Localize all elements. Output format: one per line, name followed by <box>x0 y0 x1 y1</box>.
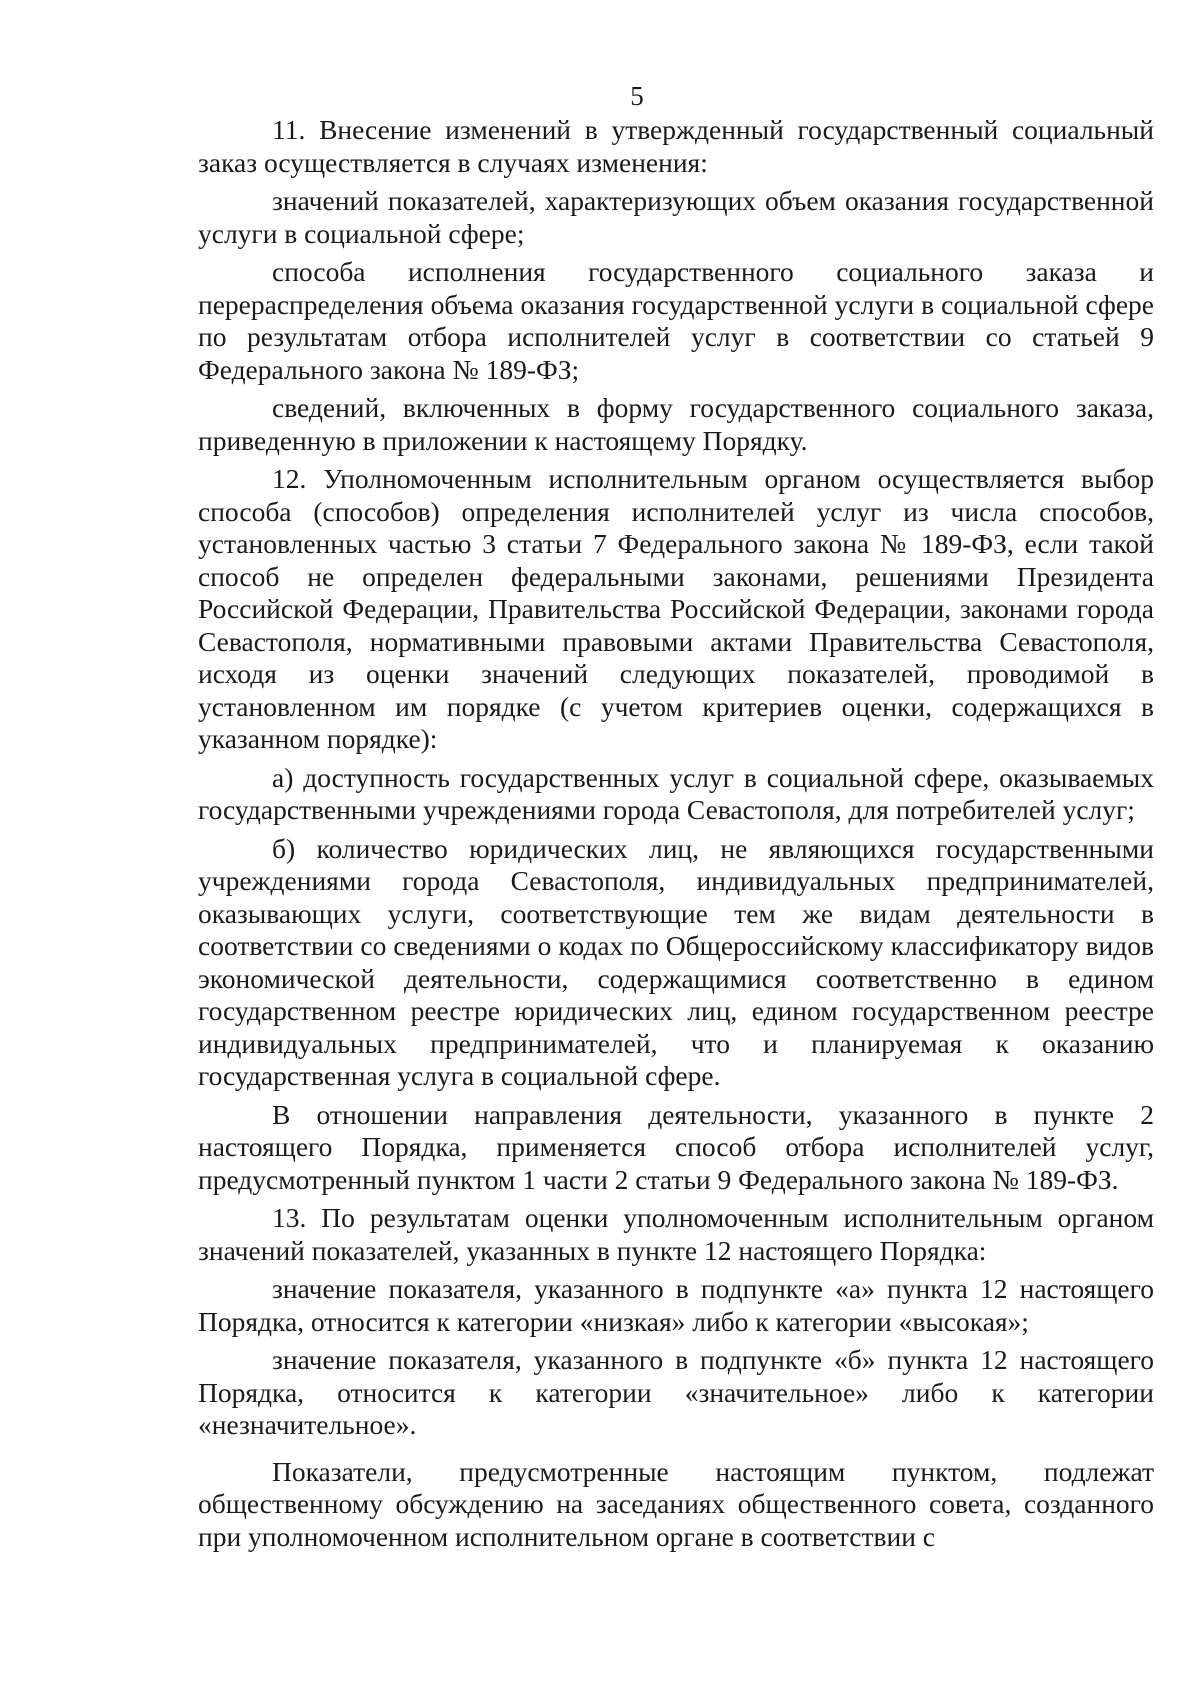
paragraph-11: 11. Внесение изменений в утвержденный государственный социальный заказ осуществляется в случаях изменения: <box>198 114 1154 178</box>
paragraph-12-item-a: а) доступность государственных услуг в социальной сфере, оказываемых государственными учреждениями города Севастополя, для потребителей услуг; <box>198 761 1154 825</box>
paragraph-13: 13. По результатам оценки уполномоченным исполнительным органом значений показателей, указанных в пункте 12 настоящего Порядка: <box>198 1202 1154 1266</box>
document-body <box>198 114 1154 1553</box>
paragraph-11-item-method: способа исполнения государственного социального заказа и перераспределения объема оказания государственной услуги в социальной сфере по результатам отбора исполнителей услуг в соответствии со статьей 9 Федерального закона № 189-ФЗ; <box>198 256 1154 385</box>
paragraph-13-item-b: значение показателя, указанного в подпункте «б» пункта 12 настоящего Порядка, относится к категории «значительное» либо к категории «незначительное». <box>198 1344 1154 1440</box>
paragraph-11-item-information: сведений, включенных в форму государственного социального заказа, приведенную в приложении к настоящему Порядку. <box>198 392 1154 456</box>
paragraph-12-direction: В отношении направления деятельности, указанного в пункте 2 настоящего Порядка, применяется способ отбора исполнителей услуг, предусмотренный пунктом 1 части 2 статьи 9 Федерального закона № 189-ФЗ. <box>198 1098 1154 1195</box>
paragraph-12-item-b: б) количество юридических лиц, не являющихся государственными учреждениями города Севастополя, индивидуальных предпринимателей, оказывающих услуги, соответствующие тем же видам деятельности в соответствии со сведениями о кодах по Общероссийскому классификатору видов экономической деятельности, содержащимися соответственно в едином государственном реестре юридических лиц, едином государственном реестре индивидуальных предпринимателей, что и планируемая к оказанию государственная услуга в социальной сфере. <box>198 832 1154 1091</box>
paragraph-13-item-a: значение показателя, указанного в подпункте «а» пункта 12 настоящего Порядка, относится к категории «низкая» либо к категории «высокая»; <box>198 1273 1154 1337</box>
page-number: 5 <box>630 81 644 111</box>
paragraph-12: 12. Уполномоченным исполнительным органом осуществляется выбор способа (способов) определения исполнителей услуг из числа способов, установленных частью 3 статьи 7 Федерального закона № 189-ФЗ, если такой способ не определен федеральными законами, решениями Президента Российской Федерации, Правительства Российской Федерации, законами города Севастополя, нормативными правовыми актами Правительства Севастополя, исходя из оценки значений следующих показателей, проводимой в установленном им порядке (с учетом критериев оценки, содержащихся в указанном порядке): <box>198 463 1154 754</box>
paragraph-11-item-indicators: значений показателей, характеризующих объем оказания государственной услуги в социальной сфере; <box>198 185 1154 249</box>
paragraph-13-discussion: Показатели, предусмотренные настоящим пунктом, подлежат общественному обсуждению на заседаниях общественного совета, созданного при уполномоченном исполнительном органе в соответствии с <box>198 1455 1154 1552</box>
